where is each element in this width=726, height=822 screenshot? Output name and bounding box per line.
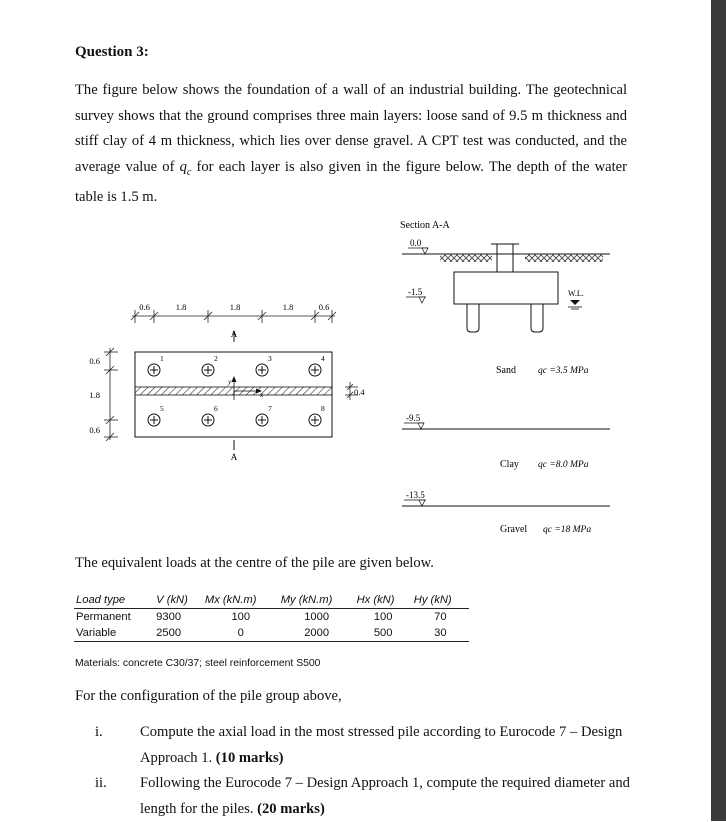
water-level-marker <box>570 300 580 305</box>
pile-2 <box>202 364 214 376</box>
qc-subscript: c <box>186 166 192 178</box>
col-my: My (kN.m) <box>279 591 355 609</box>
task-marks: (10 marks) <box>215 749 284 766</box>
dim-top-4: 1.8 <box>282 302 294 312</box>
dim-left-3: 0.6 <box>89 425 100 435</box>
table-row <box>74 625 469 642</box>
plan-view <box>89 302 365 462</box>
pile-3 <box>256 364 268 376</box>
task-body: Compute the axial load in the most stressed pile according to Eurocode 7 – Design Approach 1. <box>140 724 623 766</box>
dim-top-3: 1.8 <box>229 302 241 312</box>
section-view <box>400 220 610 535</box>
pile-number-7: 7 <box>268 404 272 413</box>
col-hy: Hy (kN) <box>412 591 469 609</box>
cell: 9300 <box>156 611 182 623</box>
cell: 100 <box>231 611 251 623</box>
pile-number-2: 2 <box>214 354 218 363</box>
cell: Permanent <box>76 611 131 623</box>
table-row <box>74 609 469 626</box>
wall-band <box>135 387 332 395</box>
task-marks: (20 marks) <box>257 800 325 817</box>
pile-number-1: 1 <box>160 354 164 363</box>
pile-number-4: 4 <box>321 354 325 363</box>
cell: Variable <box>74 625 154 642</box>
cell: 2500 <box>154 625 203 642</box>
col-hx: Hx (kN) <box>355 591 412 609</box>
level-1: -1.5 <box>408 287 423 297</box>
materials-note: Materials: concrete C30/37; steel reinforcement S500 <box>75 658 321 669</box>
task-number: ii. <box>95 775 107 791</box>
dim-top-2: 1.8 <box>175 302 187 312</box>
soil-hatch-right <box>525 254 603 262</box>
pile-cap <box>454 272 558 304</box>
intro-text-2: for each layer is also given in the figure below. The depth of the water table is 1.5 m. <box>75 158 627 205</box>
tasks-intro: For the configuration of the pile group above, <box>75 688 342 704</box>
layer-sand-name: Sand <box>496 365 516 376</box>
soil-hatch-left <box>440 254 492 262</box>
pile-left <box>467 304 479 332</box>
foundation-figure <box>70 210 630 540</box>
level-3: -13.5 <box>406 490 425 500</box>
pile-number-6: 6 <box>214 404 218 413</box>
layer-clay-name: Clay <box>500 459 519 470</box>
pile-number-8: 8 <box>321 404 325 413</box>
section-marker-bottom: A <box>230 452 238 462</box>
axis-x-label: x <box>260 390 264 399</box>
section-title: Section A-A <box>400 220 450 231</box>
dim-top-1: 0.6 <box>139 302 150 312</box>
intro-text-1: The figure below shows the foundation of a wall of an industrial building. The geotechnical survey shows that the ground comprises three main layers: loose sand of 9.5 m thickness and stiff clay of 4 m thickness, which lies over dense gravel. A CPT test was conducted, and the average value of <box>75 82 627 175</box>
layer-sand-qc: qc =3.5 MPa <box>538 366 589 376</box>
task-number: i. <box>95 724 103 740</box>
task-text <box>140 720 630 771</box>
pile-number-3: 3 <box>268 354 272 363</box>
loads-header-row <box>74 591 469 609</box>
dim-left-1: 0.6 <box>89 356 100 366</box>
cell: 2000 <box>279 625 355 642</box>
pile-number-5: 5 <box>160 404 164 413</box>
task-body: Following the Eurocode 7 – Design Approach 1, compute the required diameter and length for the piles. <box>140 775 630 817</box>
pile-8 <box>309 414 321 426</box>
col-load-type: Load type <box>74 591 154 609</box>
level-2: -9.5 <box>406 413 421 423</box>
pile-7 <box>256 414 268 426</box>
layer-gravel-qc: qc =18 MPa <box>543 525 592 535</box>
pile-right <box>531 304 543 332</box>
dim-top-5: 0.6 <box>318 302 330 312</box>
window-edge-bar <box>711 0 726 821</box>
dim-left-2: 1.8 <box>89 390 100 400</box>
col-mx: Mx (kN.m) <box>203 591 279 609</box>
question-title: Question 3: <box>75 44 149 60</box>
cell: 100 <box>373 611 393 623</box>
pile-5 <box>148 414 160 426</box>
pile-6 <box>202 414 214 426</box>
cell: 0 <box>203 625 279 642</box>
water-level-label: W.L. <box>568 289 584 298</box>
cell: 70 <box>434 611 447 623</box>
loads-table <box>74 591 469 642</box>
loads-intro: The equivalent loads at the centre of the pile are given below. <box>75 555 434 571</box>
level-0: 0.0 <box>410 238 422 248</box>
question-intro <box>75 78 627 210</box>
cell: 1000 <box>304 611 330 623</box>
axis-y-label: y <box>228 377 232 386</box>
cell: 30 <box>412 625 469 642</box>
layer-gravel-name: Gravel <box>500 524 528 535</box>
qc-symbol: q <box>179 158 187 175</box>
pile-1 <box>148 364 160 376</box>
pile-4 <box>309 364 321 376</box>
task-text <box>140 771 630 822</box>
col-v: V (kN) <box>154 591 203 609</box>
cell: 500 <box>355 625 412 642</box>
layer-clay-qc: qc =8.0 MPa <box>538 460 589 470</box>
section-marker-top: A <box>230 329 238 339</box>
dim-offset-right: 0.4 <box>354 387 365 397</box>
